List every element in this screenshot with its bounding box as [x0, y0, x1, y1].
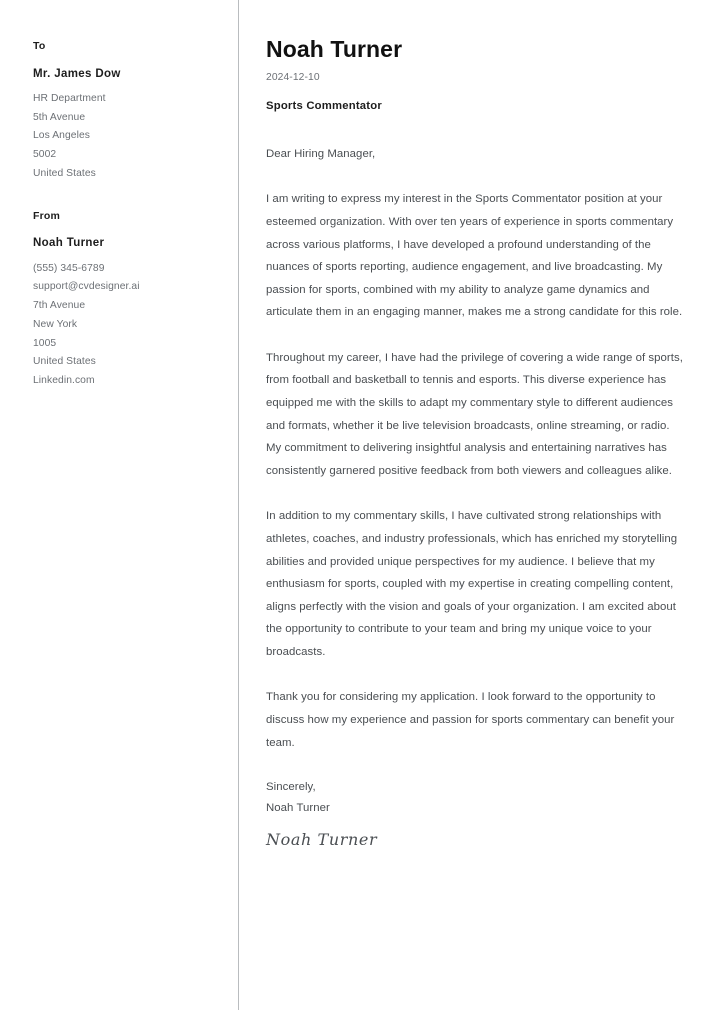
recipient-heading: To: [33, 40, 46, 52]
closing-name: Noah Turner: [266, 801, 330, 814]
letter-closing: [266, 777, 683, 818]
column-divider: [238, 0, 239, 1010]
sender-detail: 1005: [33, 337, 57, 349]
recipient-block: [33, 40, 214, 184]
letter-paragraph: Thank you for considering my application. I look forward to the opportunity to discuss how my experience and passion for sports commentary can benefit your team.: [266, 691, 675, 749]
sender-detail: 7th Avenue: [33, 300, 86, 312]
letter-body: [238, 0, 720, 1010]
recipient-detail: 5002: [33, 149, 57, 161]
sender-phone: (555) 345-6789: [33, 262, 105, 274]
sender-website: Linkedin.com: [33, 375, 95, 387]
letter-paragraph: Throughout my career, I have had the privilege of covering a wide range of sports, from football and basketball to tennis and esports. This diverse experience has equipped me with the skills to adapt my commentary style to different audiences and formats, whether it be live television broadcasts, online streaming, or radio. My commitment to delivering insightful analysis and entertaining narratives has consistently garnered positive feedback from both viewers and colleagues alike.: [266, 351, 683, 477]
letter-date: 2024-12-10: [266, 72, 320, 84]
sender-name: Noah Turner: [33, 237, 105, 250]
letter-job-title: Sports Commentator: [266, 99, 382, 112]
sender-heading: From: [33, 209, 61, 222]
closing-salutation: Sincerely,: [266, 781, 316, 794]
signature: Noah Turner: [266, 830, 378, 850]
letter-author-name: Noah Turner: [266, 36, 403, 62]
recipient-detail: HR Department: [33, 92, 106, 104]
recipient-name: Mr. James Dow: [33, 67, 121, 80]
letter-paragraph: I am writing to express my interest in the Sports Commentator position at your esteemed organization. With over ten years of experience in sports commentary across various platforms, I have developed a profound understanding of the nuances of sports reporting, audience engagement, and live broadcasting. My passion for sports, combined with my ability to analyze game dynamics and articulate them in an engaging manner, makes me a strong candidate for this role.: [266, 193, 683, 319]
sender-block: [33, 210, 214, 391]
contact-sidebar: [0, 0, 238, 1010]
sender-email: support@cvdesigner.ai: [33, 281, 140, 293]
letter-paragraph: In addition to my commentary skills, I have cultivated strong relationships with athletes, coaches, and industry professionals, which has enriched my storytelling abilities and provided unique perspectives for my audience. I believe that my enthusiasm for sports, coupled with my expertise in creating compelling content, aligns perfectly with the vision and goals of your organization. I am excited about the opportunity to contribute to your team and bring my unique voice to your broadcasts.: [266, 510, 678, 658]
recipient-detail: Los Angeles: [33, 130, 90, 142]
letter-salutation: Dear Hiring Manager,: [266, 148, 376, 161]
sender-detail: New York: [33, 318, 78, 330]
sender-detail: United States: [33, 356, 96, 368]
recipient-detail: United States: [33, 167, 96, 179]
recipient-detail: 5th Avenue: [33, 111, 86, 123]
